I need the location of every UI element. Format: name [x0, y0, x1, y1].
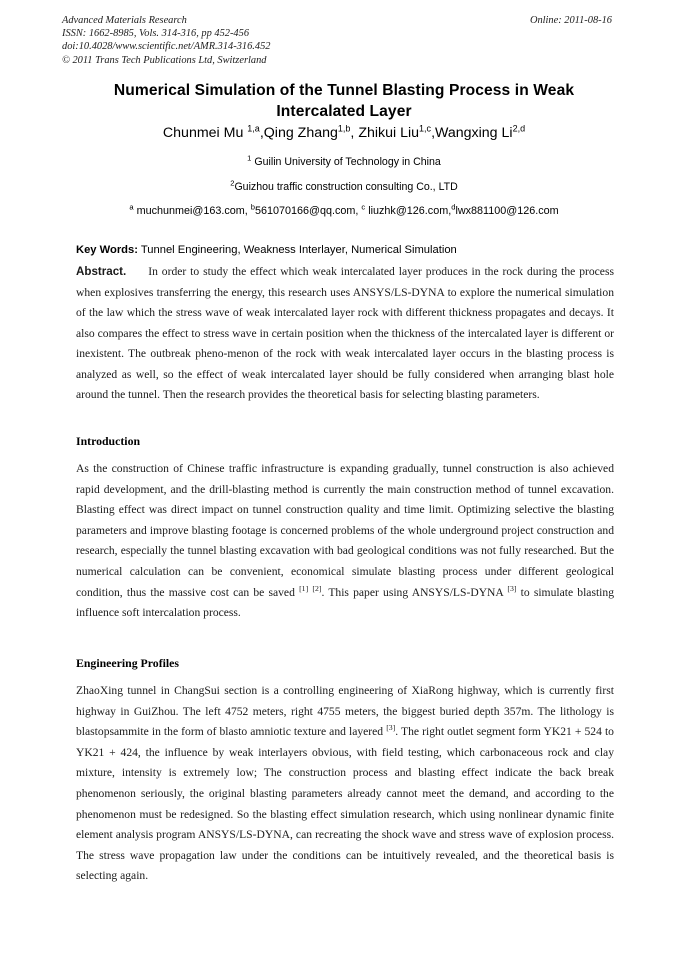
paragraph-text: to simulate blasting influence soft intercalation process.: [76, 585, 614, 620]
online-date: Online: 2011-08-16: [529, 15, 612, 26]
author-affiliation-marker: 1,b: [337, 123, 351, 134]
abstract-block: [76, 262, 614, 406]
affiliation-2: [76, 180, 612, 194]
affiliation-text: Guilin University of Technology in China: [251, 156, 441, 168]
email-address: lwx881100@126.com: [455, 205, 559, 217]
affiliation-marker: 1: [247, 153, 252, 163]
keywords-label: Key Words:: [76, 244, 138, 256]
author-separator: ,: [259, 125, 264, 141]
author-affiliation-marker: 2,d: [512, 123, 526, 134]
doi-line: doi:10.4028/www.scientific.net/AMR.314-316.452: [62, 41, 271, 53]
author-entry: [435, 125, 525, 141]
citation-reference: [3]: [386, 723, 396, 733]
author-separator: ,: [431, 125, 436, 141]
email-marker: c: [361, 202, 366, 212]
affiliation-marker: 2: [230, 178, 235, 188]
email-marker: b: [250, 202, 255, 212]
author-list: [76, 124, 612, 143]
email-address: 561070166@qq.com,: [255, 205, 362, 217]
abstract-label: Abstract.: [76, 265, 127, 278]
citation-reference: [2]: [312, 583, 322, 593]
email-marker: d: [451, 202, 456, 212]
paragraph-text: . The right outlet segment form YK21 + 524 to YK21 + 424, the influence by weak interlayers obvious, with field testing, which carbonaceous rock and clay mixture, intensity is extremely low; The construction process and blasting effect indicate the back break phenomenon seriously, the original blasting parameters already cannot meet the demand, and according to the phenomenon must be redesigned. So the blasting effect simulation research, which using nonlinear dynamic finite element analysis program ANSYS/LS-DYNA, can recreating the shock wave and stress wave of explosion process. The stress wave propagation law under the conditions can be intuitively revealed, and the theoretical basis is selecting again.: [76, 725, 614, 883]
journal-header-top-row: [62, 14, 612, 27]
abstract-text-spread: in the rock: [471, 265, 524, 278]
affiliation-1: [76, 155, 612, 169]
author-entry: [264, 125, 359, 141]
abstract-text-first: In order to study the effect which weak intercalated layer produces: [148, 265, 468, 278]
paragraph-text: As the construction of Chinese traffic infrastructure is expanding gradually, tunnel construction is also achieved rapid development, and the drill-blasting method is currently the main construction method of tunnel excavation. Blasting effect was direct impact on tunnel construction quality and time limit. Optimizing selective the blasting parameters and improve blasting footage is concerned problems of the whole underground project construction and research, especially the tunnel blasting excavation with bad geological conditions was not fully researched. But the numerical calculation can be convenient, economical simulate blasting process under different geological condition, thus the massive cost can be saved: [76, 462, 614, 599]
section-heading-introduction: Introduction: [76, 434, 141, 448]
email-marker: a: [129, 202, 134, 212]
keywords-line: [76, 243, 614, 258]
author-affiliation-marker: 1,c: [419, 123, 432, 134]
author-affiliation-marker: 1,a: [247, 123, 260, 134]
email-address: muchunmei@163.com,: [133, 205, 251, 217]
page-title: Numerical Simulation of the Tunnel Blasting Process in Weak Intercalated Layer: [113, 82, 575, 120]
author-name: Zhikui Liu: [358, 125, 420, 141]
section-heading-engineering-profiles: Engineering Profiles: [76, 656, 179, 670]
paragraph-text: . This paper using ANSYS/LS-DYNA: [321, 585, 504, 599]
author-emails: [76, 204, 612, 218]
keywords-value: Tunnel Engineering, Weakness Interlayer, Numerical Simulation: [137, 244, 457, 256]
copyright-line: © 2011 Trans Tech Publications Ltd, Switzerland: [62, 54, 267, 66]
author-name: Wangxing Li: [435, 125, 513, 141]
citation-reference: [3]: [507, 583, 517, 593]
paragraph-text: ZhaoXing tunnel in ChangSui section is a controlling engineering of XiaRong highway, which is currently first highway in GuiZhou. The left 4752 meters, right 4755 meters, the biggest buried depth 357m. The lithology is blastopsammite in the form of blasto amniotic texture and layered: [76, 684, 614, 739]
author-entry: [358, 125, 435, 141]
author-entry: [163, 125, 264, 141]
abstract-text-body: during the process when explosives transferring the energy, this research uses ANSYS/LS-DYNA to explore the numerical simulation of the law which the stress wave of weak intercalated layer rock with different thickness propagates and decays. It also compares the effect to stress wave in certain position when the thickness of the intercalated layer is different or inexistent. The outbreak pheno-menon of the rock with weak intercalated layer occurs in the blasting process is analyzed as well, so the effect of weak intercalated layer should be fully considered when arranging blast hole around the tunnel. Then the research provides the theoretical basis for selecting blasting parameters.: [76, 265, 614, 401]
author-separator: ,: [350, 125, 359, 141]
affiliation-text: Guizhou traffic construction consulting Co., LTD: [234, 181, 458, 193]
section-paragraph-introduction: [76, 459, 614, 624]
issn-line: ISSN: 1662-8985, Vols. 314-316, pp 452-456: [62, 28, 250, 40]
journal-header: [62, 14, 612, 67]
author-name: Qing Zhang: [263, 125, 338, 141]
author-name: Chunmei Mu: [162, 125, 248, 141]
citation-reference: [1]: [299, 583, 309, 593]
section-paragraph-engineering-profiles: [76, 681, 614, 887]
journal-name: Advanced Materials Research: [62, 15, 187, 26]
email-address: liuzhk@126.com,: [365, 205, 452, 217]
